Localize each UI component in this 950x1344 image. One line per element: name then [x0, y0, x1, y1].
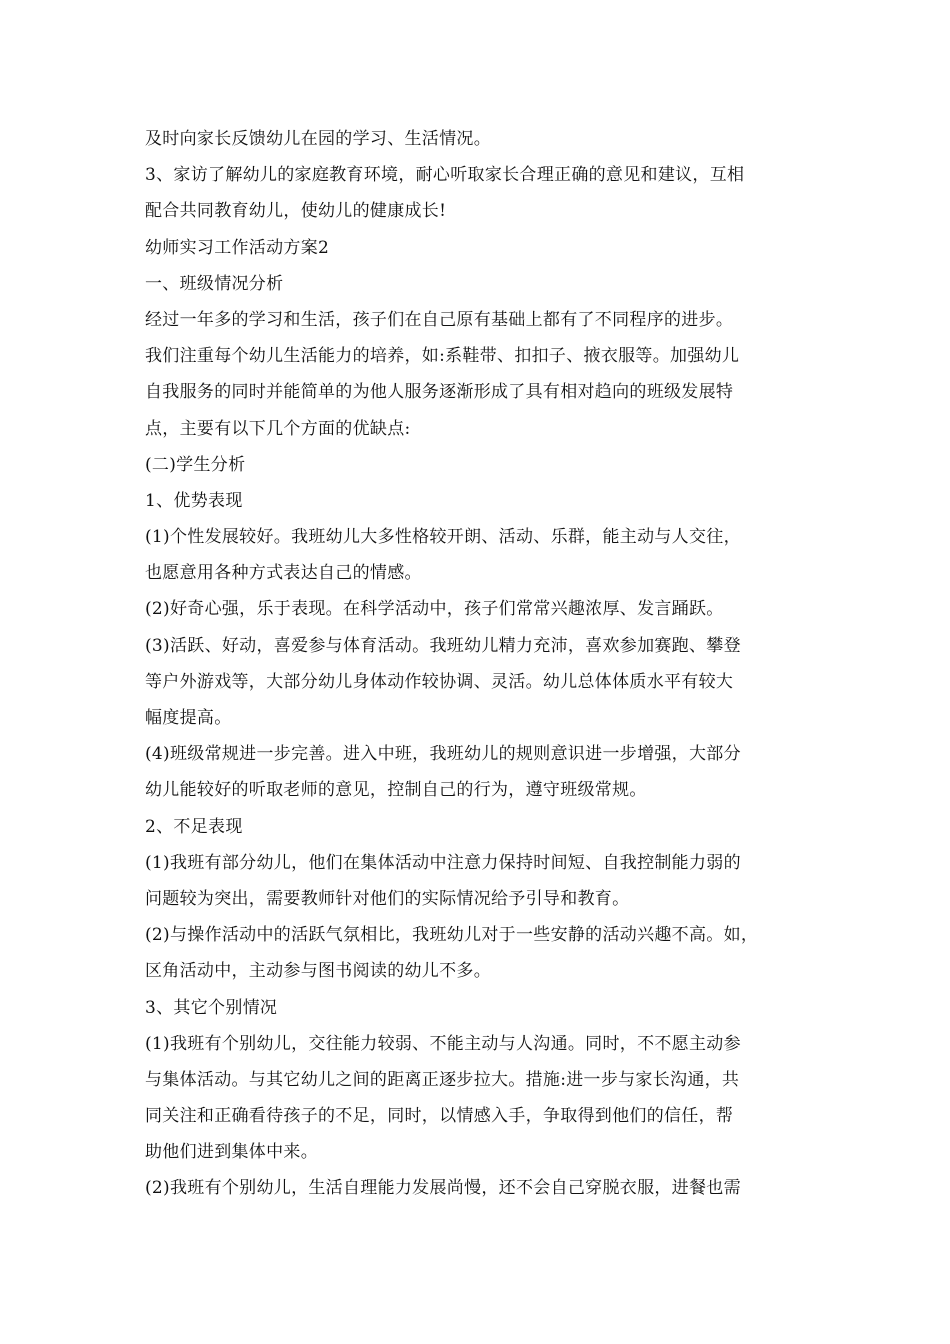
text-line: 及时向家长反馈幼儿在园的学习、生活情况。	[145, 129, 491, 149]
text-line: (2)我班有个别幼儿，生活自理能力发展尚慢，还不会自己穿脱衣服，进餐也需	[145, 1178, 741, 1199]
section-heading: 2、不足表现	[145, 816, 243, 837]
text-line: 区角活动中，主动参与图书阅读的幼儿不多。	[145, 961, 491, 982]
text-line: (3)活跃、好动，喜爱参与体育活动。我班幼儿精力充沛，喜欢参加赛跑、攀登	[145, 635, 741, 656]
text-line: (2)与操作活动中的活跃气氛相比，我班幼儿对于一些安静的活动兴趣不高。如，	[145, 925, 759, 946]
text-line: 经过一年多的学习和生活，孩子们在自己原有基础上都有了不同程序的进步。	[145, 309, 734, 330]
text-line: 点，主要有以下几个方面的优缺点:	[145, 418, 411, 439]
text-line: 幅度提高。	[145, 708, 232, 728]
text-line: (1)我班有部分幼儿，他们在集体活动中注意力保持时间短、自我控制能力弱的	[145, 852, 741, 873]
text-line: 问题较为突出，需要教师针对他们的实际情况给予引导和教育。	[145, 888, 630, 909]
text-line: 与集体活动。与其它幼儿之间的距离正逐步拉大。措施:进一步与家长沟通，共	[145, 1069, 740, 1090]
section-heading: 幼师实习工作活动方案2	[145, 237, 330, 258]
section-heading: 3、其它个别情况	[145, 997, 278, 1018]
text-line: 自我服务的同时并能简单的为他人服务逐渐形成了具有相对趋向的班级发展特	[145, 382, 734, 403]
text-line: 也愿意用各种方式表达自己的情感。	[145, 563, 422, 584]
text-line: 等户外游戏等，大部分幼儿身体动作较协调、灵活。幼儿总体体质水平有较大	[145, 671, 734, 692]
text-line: 配合共同教育幼儿，使幼儿的健康成长!	[145, 201, 447, 222]
section-heading: 1、优势表现	[145, 490, 243, 511]
text-line: 助他们进到集体中来。	[145, 1142, 318, 1163]
text-line: 幼儿能较好的听取老师的意见，控制自己的行为，遵守班级常规。	[145, 780, 647, 801]
document-body	[145, 121, 825, 1207]
text-line: (1)我班有个别幼儿，交往能力较弱、不能主动与人沟通。同时，不不愿主动参	[145, 1033, 741, 1054]
text-line: 3、家访了解幼儿的家庭教育环境，耐心听取家长合理正确的意见和建议，互相	[145, 165, 745, 186]
section-heading: (二)学生分析	[145, 454, 246, 475]
text-line: (1)个性发展较好。我班幼儿大多性格较开朗、活动、乐群，能主动与人交往，	[145, 527, 741, 548]
section-heading: 一、班级情况分析	[145, 273, 284, 294]
text-line: (2)好奇心强，乐于表现。在科学活动中，孩子们常常兴趣浓厚、发言踊跃。	[145, 599, 724, 620]
text-line: (4)班级常规进一步完善。进入中班，我班幼儿的规则意识进一步增强，大部分	[145, 744, 741, 765]
text-line: 同关注和正确看待孩子的不足，同时，以情感入手，争取得到他们的信任，帮	[145, 1106, 734, 1127]
text-line: 我们注重每个幼儿生活能力的培养，如:系鞋带、扣扣子、掖衣服等。加强幼儿	[145, 346, 740, 367]
